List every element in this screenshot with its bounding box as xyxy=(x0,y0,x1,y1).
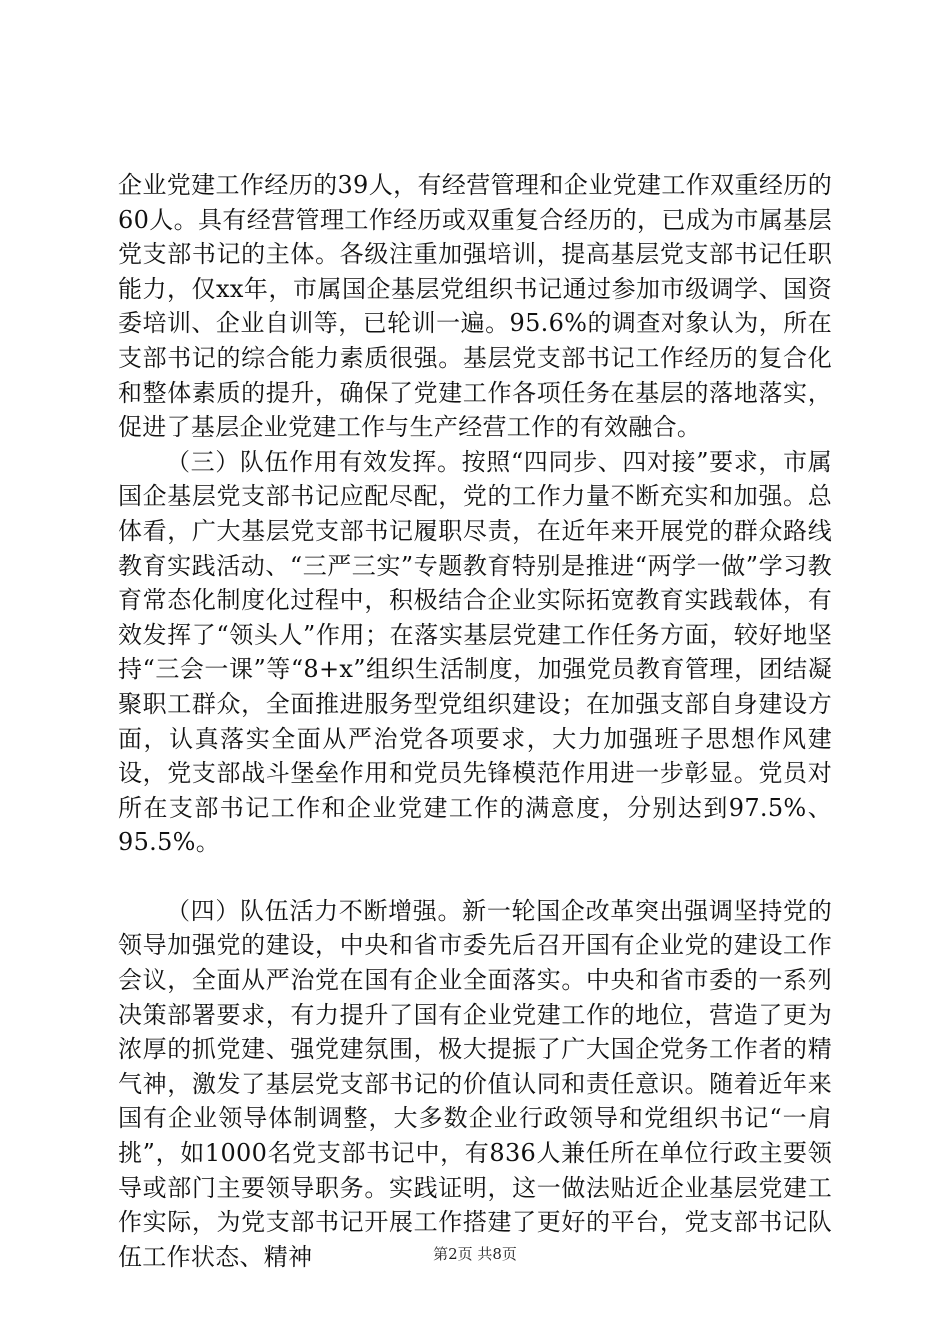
page-number-footer: 第2页 共8页 xyxy=(433,1245,517,1263)
document-body xyxy=(118,168,832,1274)
paragraph-continuation: 企业党建工作经历的39人，有经营管理和企业党建工作双重经历的60人。具有经营管理工作经历或双重复合经历的，已成为市属基层党支部书记的主体。各级注重加强培训，提高基层党支部书记任职能力，仅xx年，市属国企基层党组织书记通过参加市级调学、国资委培训、企业自训等，已轮训一遍。95.6%的调查对象认为，所在支部书记的综合能力素质很强。基层党支部书记工作经历的复合化和整体素质的提升，确保了党建工作各项任务在基层的落地落实，促进了基层企业党建工作与生产经营工作的有效融合。 xyxy=(118,171,832,442)
paragraph-spacer xyxy=(118,860,832,894)
paragraph-section-four: （四）队伍活力不断增强。新一轮国企改革突出强调坚持党的领导加强党的建设，中央和省市委先后召开国有企业党的建设工作会议，全面从严治党在国有企业全面落实。中央和省市委的一系列决策部署要求，有力提升了国有企业党建工作的地位，营造了更为浓厚的抓党建、强党建氛围，极大提振了广大国企党务工作者的精气神，激发了基层党支部书记的价值认同和责任意识。随着近年来国有企业领导体制调整，大多数企业行政领导和党组织书记“一肩挑”，如1000名党支部书记中，有836人兼任所在单位行政主要领导或部门主要领导职务。实践证明，这一做法贴近企业基层党建工作实际，为党支部书记开展工作搭建了更好的平台，党支部书记队伍工作状态、精神 xyxy=(118,896,832,1271)
paragraph-section-three: （三）队伍作用有效发挥。按照“四同步、四对接”要求，市属国企基层党支部书记应配尽配，党的工作力量不断充实和加强。总体看，广大基层党支部书记履职尽责，在近年来开展党的群众路线教育实践活动、“三严三实”专题教育特别是推进“两学一做”学习教育常态化制度化过程中，积极结合企业实际拓宽教育实践载体，有效发挥了“领头人”作用；在落实基层党建工作任务方面，较好地坚持“三会一课”等“8+x”组织生活制度，加强党员教育管理，团结凝聚职工群众，全面推进服务型党组织建设；在加强支部自身建设方面，认真落实全面从严治党各项要求，大力加强班子思想作风建设，党支部战斗堡垒作用和党员先锋模范作用进一步彰显。党员对所在支部书记工作和企业党建工作的满意度，分别达到97.5%、95.5%。 xyxy=(118,447,832,857)
